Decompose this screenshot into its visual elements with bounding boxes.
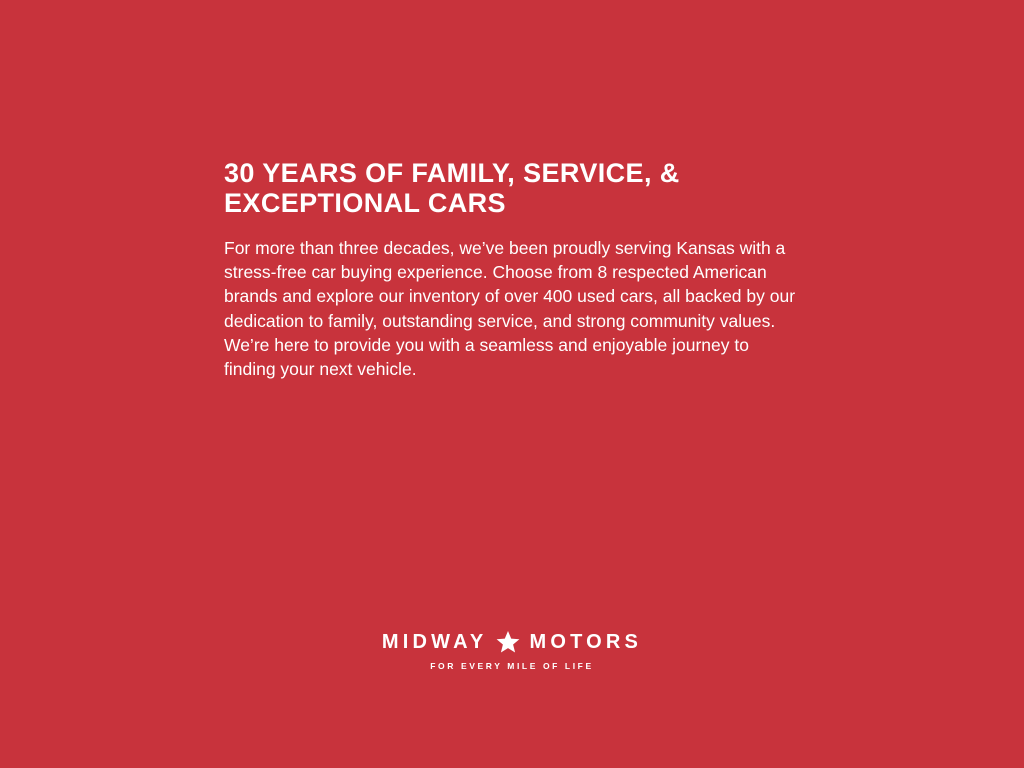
page-title: 30 YEARS OF FAMILY, SERVICE, & EXCEPTIONAL CARS [224, 158, 680, 218]
logo-word-left: MIDWAY [381, 631, 488, 653]
logo-word-right: MOTORS [529, 631, 643, 653]
star-icon [496, 630, 520, 654]
body-paragraph: For more than three decades, we’ve been proudly serving Kansas with a stress-free car buying experience. Choose from 8 respected American brands and explore our inventory of over 400 used cars, all backed by our dedication to family, outstanding service, and strong community values. We’re here to provide you with a seamless and enjoyable journey to finding your next vehicle. [224, 238, 796, 380]
logo-wordmark-row [382, 630, 642, 654]
content-block [224, 158, 814, 381]
logo-tagline: FOR EVERY MILE OF LIFE [430, 661, 594, 671]
brand-logo [0, 630, 1024, 671]
